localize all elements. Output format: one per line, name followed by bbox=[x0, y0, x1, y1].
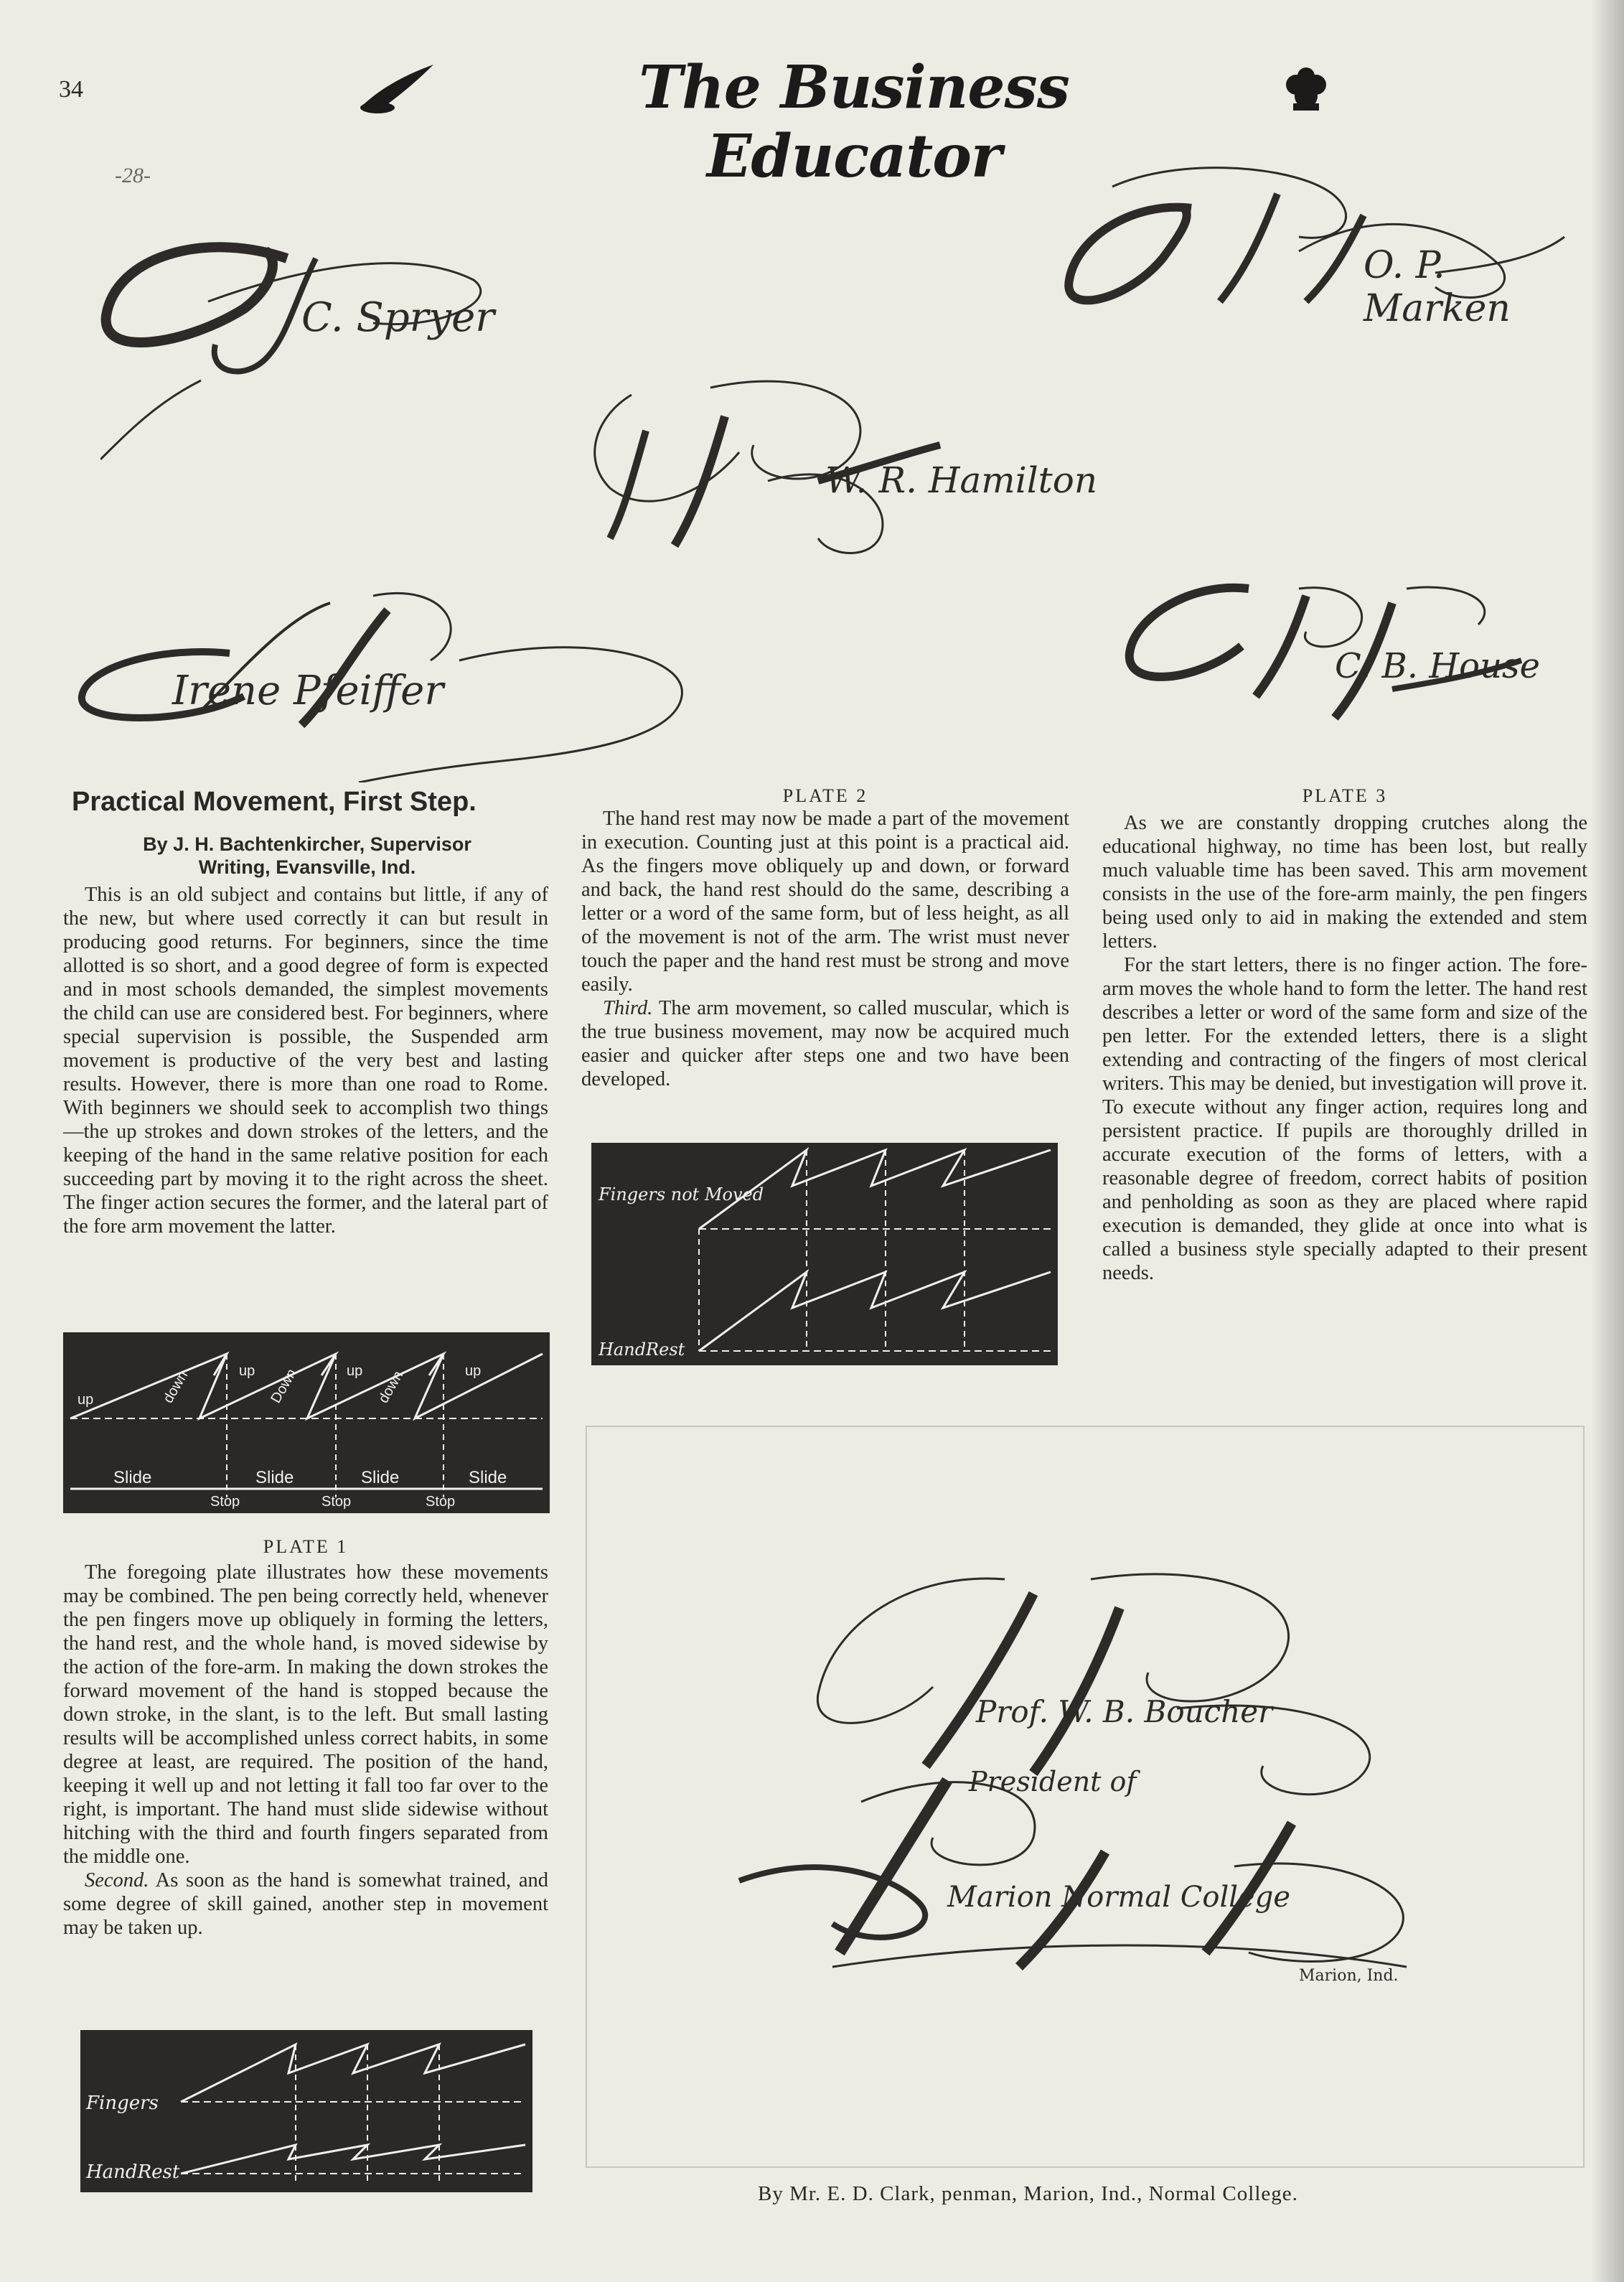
signature-boucher-place: Marion, Ind. bbox=[1299, 1967, 1399, 1985]
plate2-heading: PLATE 2 bbox=[782, 785, 868, 806]
plate1-label-1: up bbox=[78, 1392, 94, 1408]
intro-paragraph bbox=[63, 883, 548, 1238]
article-title: Practical Movement, First Step. bbox=[72, 787, 477, 817]
third-label: Third. bbox=[603, 997, 653, 1019]
quill-icon bbox=[359, 60, 438, 118]
emblem-icon bbox=[1277, 65, 1335, 115]
byline-line-1: By J. H. Bachtenkircher, Supervisor bbox=[143, 833, 471, 855]
article-byline bbox=[63, 833, 551, 879]
signature-marken-text: O. P. Marken bbox=[1363, 244, 1511, 330]
signature-pfeiffer bbox=[72, 589, 703, 782]
page-edge-shadow bbox=[1591, 0, 1624, 2282]
signature-sprjer-text: C. Spryer bbox=[301, 294, 494, 341]
signature-pfeiffer-text: Irene Pfeiffer bbox=[172, 668, 444, 714]
plate1-heading: PLATE 1 bbox=[263, 1536, 349, 1557]
plate1-slide-4: Slide bbox=[469, 1468, 507, 1487]
plate3-paragraph bbox=[1102, 811, 1587, 1285]
signature-boucher-line3: Marion Normal College bbox=[947, 1881, 1290, 1914]
plate1-label-5: up bbox=[347, 1363, 363, 1379]
signature-sprjer bbox=[100, 215, 588, 488]
signature-boucher-line2: President of bbox=[969, 1766, 1137, 1797]
plate1-text: The foregoing plate illustrates how these movements may be combined. The pen being correctly held, whenever the pen fingers move up obliquely in forming the letters, the hand rest, and the whole hand, is moved sidewise by the action of the fore-arm. In making the down strokes the forward movement of the hand is stopped because the down stroke, in the slant, is to the left. But small lasting results will be accomplished unless correct habits, in some degree at least, are required. The position of the hand, keeping it well up and not letting it fall too far over to the right, is important. The hand must slide sidewise without hitching with the third and fourth fingers separated from the middle one. bbox=[63, 1561, 548, 1868]
byline-line-2: Writing, Evansville, Ind. bbox=[198, 856, 416, 878]
plate2-label-bottom: HandRest bbox=[599, 1339, 685, 1360]
plate1-label-7: up bbox=[465, 1363, 482, 1379]
plate3-label-bottom: HandRest bbox=[86, 2161, 180, 2183]
signature-hamilton-text: W. R. Hamilton bbox=[825, 459, 1098, 501]
plate-mark: -28- bbox=[115, 164, 151, 187]
plate2-text: The hand rest may now be made a part of the movement in execution. Counting just at this point is a practical aid. As the fingers move obliquely up and down, or forward and back, the hand rest should do the same, describing a letter or a word of the same form, but of less height, as all of the movement is not of the arm. The wrist must never touch the paper and the hand rest must be strong and move easily. bbox=[581, 808, 1069, 996]
image-caption: By Mr. E. D. Clark, penman, Marion, Ind., Normal College. bbox=[758, 2182, 1298, 2205]
plate3-text-1: As we are constantly dropping crutches along the educational highway, no time has been lost, but really much valuable time has been saved. This arm movement consists in the use of the fore-arm mainly, the pen fingers being used only to aid in making the extended and stem letters. bbox=[1102, 812, 1587, 953]
plate3-text-2: For the start letters, there is no finger action. The fore-arm moves the whole hand to form the letter. The hand rest describes a letter or word of the same form and size of the pen letter. For the extended letters, there is a slight extending and contracting of the fingers of most clerical writers. This may be denied, but investigation will prove it. To execute without any finger action, requires long and persistent practice. If pupils are thoroughly drilled in accurate execution of the forms of letters, with a reasonable degree of freedom, correct habits of position and penholding as soon as they are placed where rapid execution is demanded, they glide at once into what is called a business style specially adapted to their present needs. bbox=[1102, 954, 1587, 1284]
second-text: As soon as the hand is somewhat trained, and some degree of skill gained, another step in movement may be taken up. bbox=[63, 1869, 548, 1939]
plate3-diagram bbox=[80, 2030, 532, 2192]
plate1-label-4: Down bbox=[268, 1366, 300, 1406]
plate3-heading: PLATE 3 bbox=[1302, 785, 1388, 806]
plate1-label-6: down bbox=[375, 1368, 407, 1406]
plate2-diagram bbox=[591, 1143, 1058, 1365]
signature-boucher-text: Prof. W. B. Boucher bbox=[976, 1694, 1273, 1729]
signature-boucher bbox=[732, 1565, 1450, 2024]
plate1-diagram bbox=[63, 1332, 550, 1513]
plate1-stop-1: Stop bbox=[210, 1494, 240, 1510]
plate1-slide-2: Slide bbox=[255, 1468, 294, 1487]
masthead bbox=[344, 43, 1363, 191]
page-number: 34 bbox=[59, 76, 83, 103]
signature-house-text: C. B. House bbox=[1335, 646, 1541, 686]
signature-hamilton bbox=[581, 373, 1127, 574]
second-label: Second. bbox=[85, 1869, 149, 1891]
plate3-label-top: Fingers bbox=[86, 2092, 159, 2114]
plate1-paragraph bbox=[63, 1561, 548, 1940]
plate1-label-3: up bbox=[239, 1363, 255, 1379]
plate2-paragraph bbox=[581, 807, 1069, 1091]
plate1-slide-1: Slide bbox=[113, 1468, 152, 1487]
third-text: The arm movement, so called muscular, which is the true business movement, may now be acquired much easier and quicker after steps one and two have been developed. bbox=[581, 997, 1069, 1090]
intro-text: This is an old subject and contains but little, if any of the new, but where used correctly it can but result in producing good returns. For beginners, since the time allotted is so short, and a good degree of form is expected and in most schools demanded, the simplest movements the child can use are considered best. For beginners, where special supervision is possible, the Suspended arm movement is productive of the very best and lasting results. However, there is more than one road to Rome. With beginners we should seek to accomplish two things—the up strokes and down strokes of the letters, and the keeping of the hand in the same relative position for each succeeding part by moving it to the right across the sheet. The finger action secures the former, and the lateral part of the fore arm movement the latter. bbox=[63, 884, 548, 1238]
plate1-stop-2: Stop bbox=[321, 1494, 352, 1510]
masthead-title: The Business Educator bbox=[639, 53, 1069, 191]
plate2-label-top: Fingers not Moved bbox=[599, 1184, 764, 1205]
signature-house bbox=[1120, 574, 1550, 739]
plate1-label-2: down bbox=[160, 1368, 192, 1406]
plate1-slide-3: Slide bbox=[361, 1468, 400, 1487]
signature-marken bbox=[1062, 158, 1579, 366]
second-paragraph bbox=[63, 1869, 548, 1940]
plate1-stop-3: Stop bbox=[426, 1494, 456, 1510]
third-paragraph bbox=[581, 996, 1069, 1091]
